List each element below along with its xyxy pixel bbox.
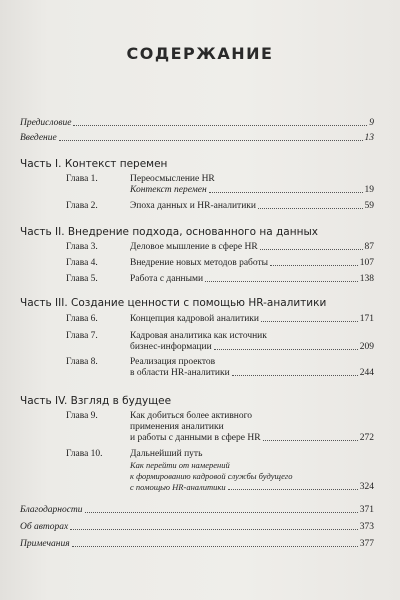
part-3-title: Часть III. Создание ценности с помощью HR-аналитики — [20, 297, 327, 309]
toc-entry-about-authors[interactable]: Об авторах 373 — [20, 522, 374, 532]
toc-entry-notes[interactable]: Примечания 377 — [20, 539, 374, 549]
toc-entry-introduction[interactable]: Введение 13 — [20, 133, 374, 143]
page-title: СОДЕРЖАНИЕ — [126, 44, 274, 63]
part-4-title: Часть IV. Взгляд в будущее — [20, 395, 172, 407]
toc-entry-acknowledgements[interactable]: Благодарности 371 — [20, 505, 374, 515]
book-page: СОДЕРЖАНИЕ Предисловие 9 Введение 13 Часть I. Контекст перемен Глава 1. Переосмысление HR Контекст перемен 19 Глава 2. Эпоха данных и HR-аналитики 59 Часть II. Внедрение подхода, основанного на данных Глава 3. Деловое мышление в сфере HR 87 Глава 4. Внедрение новых методов работы 107 Глава 5. Работа с данными 138 Часть III. Создание ценности с помощью HR-аналитики Глава 6. Концепция кадровой аналитики 171 Глава 7. Кадровая аналитика как источник бизнес-информации 209 Глава 8. Реализация проектов в области HR-аналитики 244 Часть IV. Взгляд в будущее Глава 9. Как добиться более активного применения аналитики и работы с данными в сфере HR 272 Глава 10. Дальнейший путь Как перейти от намерений к формированию кадровой службы будущего с помощью HR-аналитики 324 Благодарности 371 Об авторах 373 Примечания 377 — [0, 0, 400, 600]
part-1-title: Часть I. Контекст перемен — [20, 158, 168, 170]
part-2-title: Часть II. Внедрение подхода, основанного на данных — [20, 226, 318, 238]
toc-entry-preface[interactable]: Предисловие 9 — [20, 118, 374, 128]
